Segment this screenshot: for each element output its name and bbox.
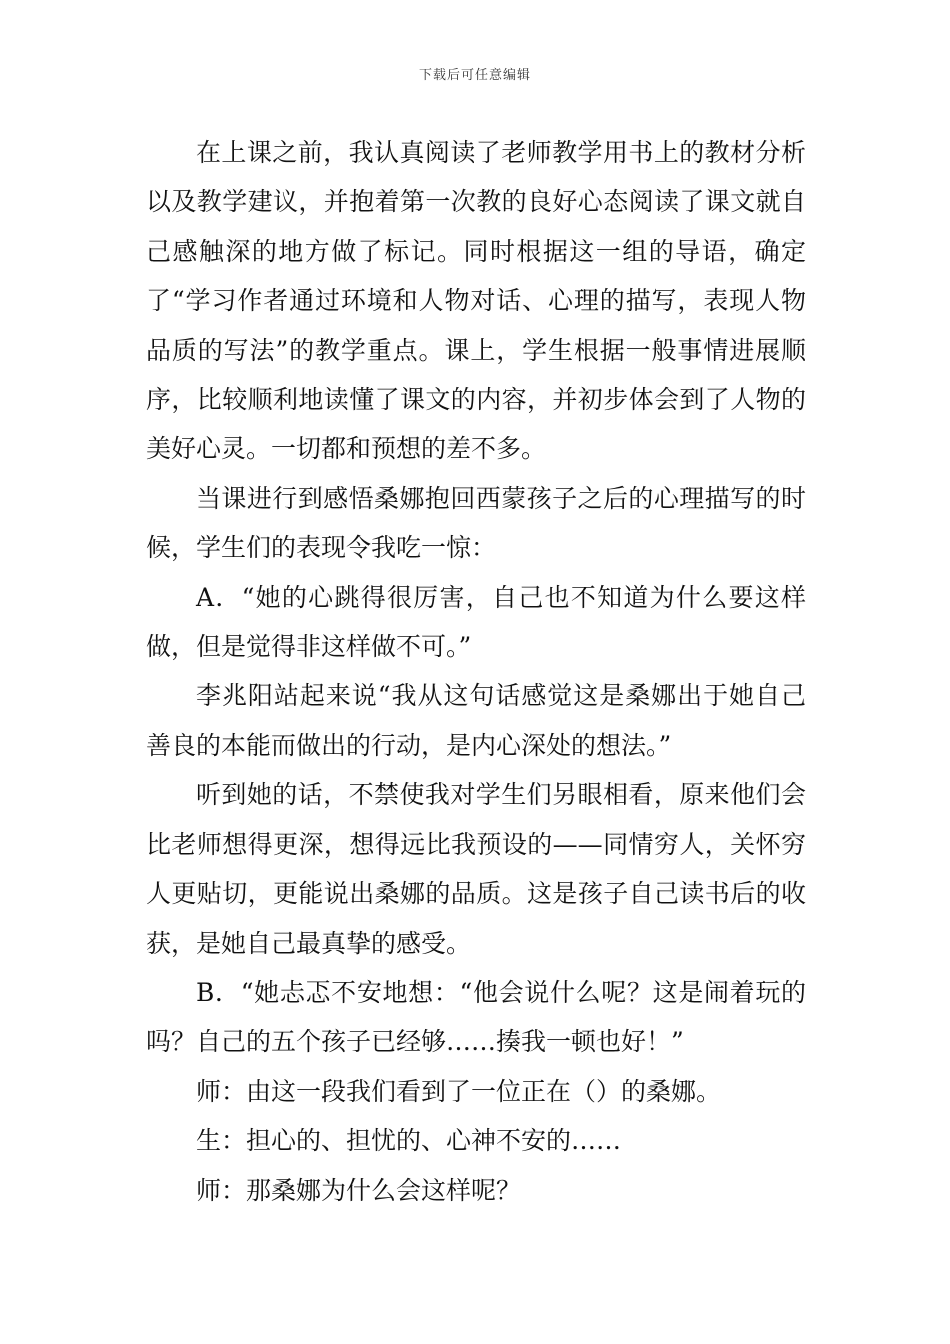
paragraph-7: 师：由这一段我们看到了一位正在（）的桑娜。 (196, 1076, 722, 1106)
paragraph-2: 当课进行到感悟桑娜抱回西蒙孩子之后的心理描写的时候，学生们的表现令我吃一惊： (146, 483, 806, 563)
paragraph-9: 师：那桑娜为什么会这样呢？ (196, 1175, 522, 1205)
paragraph-6: B．“她忐忑不安地想：“他会说什么呢？这是闹着玩的吗？自己的五个孩子已经够……揍我一顿也好！” (146, 977, 806, 1057)
paragraph-1: 在上课之前，我认真阅读了老师教学用书上的教材分析以及教学建议，并抱着第一次教的良好心态阅读了课文就自己感触深的地方做了标记。同时根据这一组的导语，确定了“学习作者通过环境和人物对话、心理的描写，表现人物品质的写法”的教学重点。课上，学生根据一般事情进展顺序，比较顺利地读懂了课文的内容，并初步体会到了人物的美好心灵。一切都和预想的差不多。 (146, 138, 806, 464)
paragraph-4: 李兆阳站起来说“我从这句话感觉这是桑娜出于她自己善良的本能而做出的行动，是内心深处的想法。” (146, 681, 806, 760)
document-body (146, 128, 806, 1215)
paragraph-5: 听到她的话，不禁使我对学生们另眼相看，原来他们会比老师想得更深，想得远比我预设的——同情穷人，关怀穷人更贴切，更能说出桑娜的品质。这是孩子自己读书后的收获，是她自己最真挚的感受。 (146, 780, 806, 958)
paragraph-8: 生：担心的、担忧的、心神不安的…… (196, 1126, 622, 1156)
paragraph-3: A．“她的心跳得很厉害，自己也不知道为什么要这样做，但是觉得非这样做不可。” (146, 582, 806, 662)
page-header: 下载后可任意编辑 (418, 68, 531, 83)
